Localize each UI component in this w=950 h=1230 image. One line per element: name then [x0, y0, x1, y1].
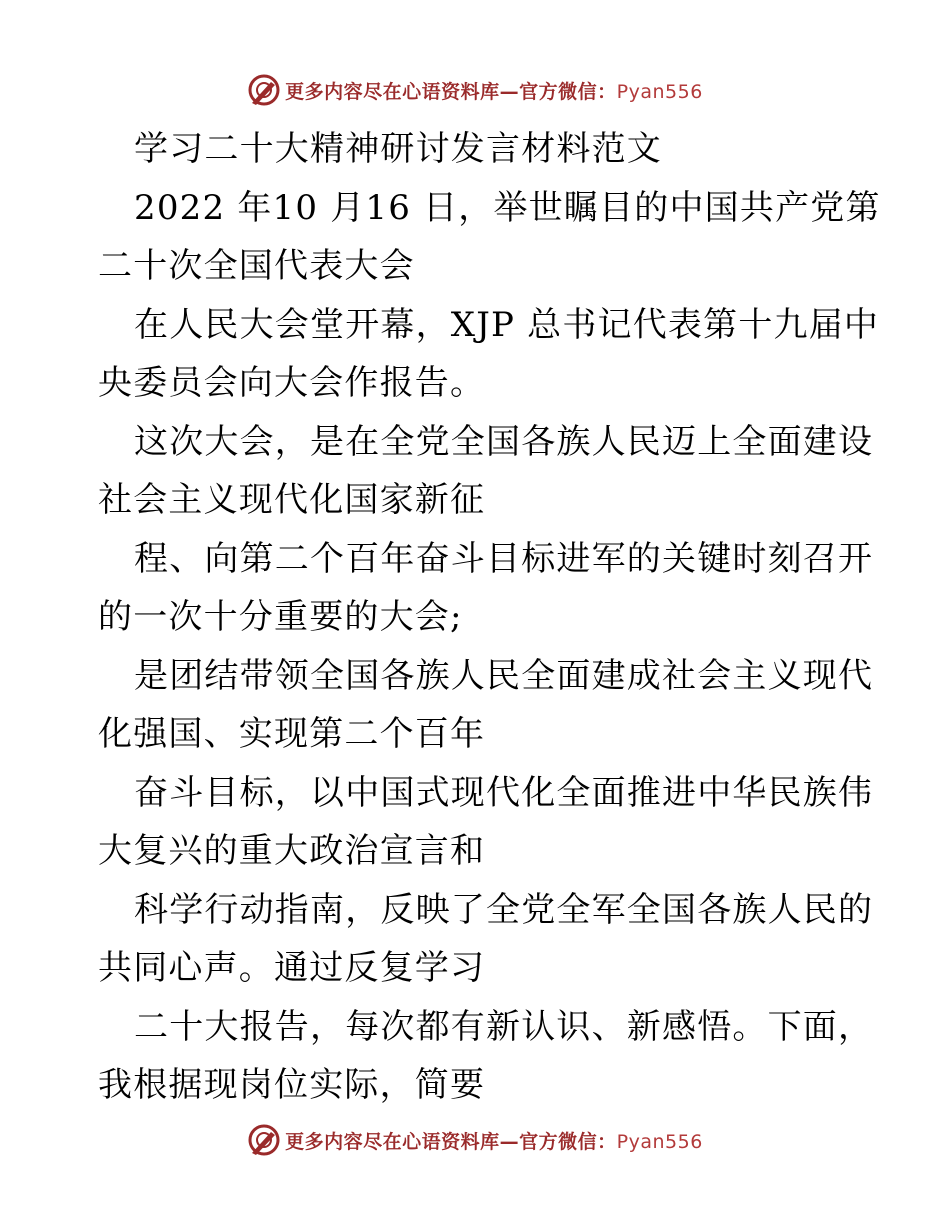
pen-logo-icon [247, 1123, 281, 1157]
paragraph-line: 共同心声。通过反复学习 [98, 948, 486, 988]
pen-logo-icon [247, 73, 281, 107]
banner-text: 更多内容尽在心语资料库—官方微信：Pyan556 [285, 1130, 703, 1153]
paragraph-line: 在人民大会堂开幕，XJP 总书记代表第十九届中 [134, 304, 880, 345]
banner-text: 更多内容尽在心语资料库—官方微信：Pyan556 [285, 80, 703, 103]
paragraph-line: 科学行动指南，反映了全党全军全国各族人民的 [134, 889, 874, 930]
paragraph-line: 二十次全国代表大会 [98, 246, 415, 286]
document-body [98, 120, 881, 1115]
wechat-handle: Pyan556 [616, 80, 703, 103]
paragraph-line: 二十大报告，每次都有新认识、新感悟。下面， [134, 1006, 874, 1047]
paragraph-line: 是团结带领全国各族人民全面建成社会主义现代 [134, 655, 874, 696]
wechat-handle: Pyan556 [616, 1130, 703, 1153]
paragraph-line: 央委员会向大会作报告。 [98, 363, 486, 403]
paragraph-line: 社会主义现代化国家新征 [98, 480, 486, 520]
header-banner [0, 72, 950, 108]
paragraph-line: 奋斗目标，以中国式现代化全面推进中华民族伟 [134, 772, 874, 813]
paragraph-line: 2022 年10 月16 日，举世瞩目的中国共产党第 [134, 187, 881, 228]
paragraph-line: 我根据现岗位实际，简要 [98, 1065, 486, 1105]
paragraph-line: 化强国、实现第二个百年 [98, 714, 486, 754]
paragraph-line: 这次大会，是在全党全国各族人民迈上全面建设 [134, 421, 874, 462]
paragraph-line: 程、向第二个百年奋斗目标进军的关键时刻召开 [134, 538, 874, 579]
paragraph-line: 大复兴的重大政治宣言和 [98, 831, 486, 871]
paragraph-line: 的一次十分重要的大会; [98, 597, 463, 637]
document-title: 学习二十大精神研讨发言材料范文 [134, 129, 662, 169]
footer-banner [0, 1122, 950, 1158]
